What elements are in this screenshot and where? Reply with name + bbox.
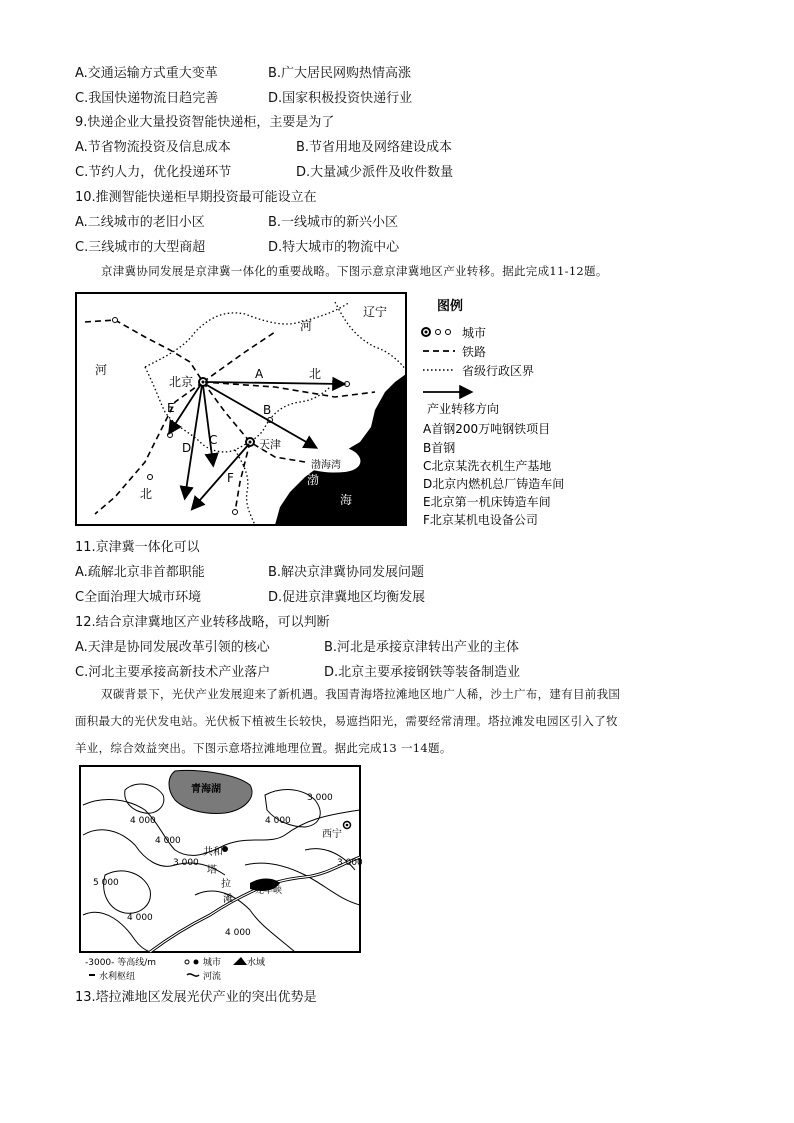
label-tala-3: 滩	[223, 894, 233, 905]
legend-river-icon	[187, 974, 199, 976]
q8-option-b: B.广大居民网购热情高涨	[268, 66, 412, 81]
q10-option-d: D.特大城市的物流中心	[268, 240, 400, 255]
legend-item-f: F北京某机电设备公司	[423, 513, 538, 527]
intro-11-12	[75, 258, 725, 285]
label-tala-1: 塔	[207, 865, 217, 876]
legend-hydro: 水利枢纽	[99, 972, 136, 982]
label-d: D	[182, 441, 192, 455]
label-beijing: 北京	[169, 375, 194, 389]
label-c: C	[209, 433, 218, 447]
label-contour-5000: 5 000	[93, 878, 119, 888]
q10-option-c: C.三线城市的大型商超	[75, 240, 206, 255]
label-contour-3000-b: 3 000	[173, 858, 199, 868]
q10-option-a: A.二线城市的老旧小区	[75, 215, 205, 230]
label-hai: 海	[340, 493, 353, 507]
legend-reservoir-icon	[233, 957, 247, 965]
label-tala-2: 拉	[221, 879, 231, 890]
label-bei-bottom: 北	[140, 487, 153, 501]
intro-13-14-line-3: 羊业，综合效益突出。下图示意塔拉滩地理位置。据此完成13 一14题。	[75, 741, 452, 755]
q11-stem: 11.京津冀一体化可以	[75, 540, 200, 555]
label-contour-4000-c: 4 000	[155, 836, 181, 846]
city-icon	[168, 433, 173, 438]
q12-option-d: D.北京主要承接钢铁等装备制造业	[324, 665, 521, 680]
legend-item-e: E北京第一机床铸造车间	[423, 495, 551, 509]
label-he-top: 河	[300, 319, 313, 333]
q9-option-d: D.大量减少派件及收件数量	[296, 165, 454, 180]
q8-option-c: C.我国快递物流日趋完善	[75, 91, 219, 106]
legend-direction: 产业转移方向	[427, 402, 500, 416]
city-icon	[345, 382, 350, 387]
map1-legend	[422, 298, 564, 527]
q12-option-b: B.河北是承接京津转出产业的主体	[324, 640, 520, 655]
legend-item-b: B首钢	[423, 441, 456, 455]
label-qinghai-lake: 青海湖	[191, 784, 221, 795]
q9-option-a: A.节省物流投资及信息成本	[75, 140, 231, 155]
intro-13-14	[75, 681, 725, 762]
talatan-map	[75, 765, 365, 987]
label-bohai-bay: 渤海湾	[311, 460, 341, 471]
label-he-left: 河	[95, 363, 108, 377]
legend-city: 城市	[203, 958, 222, 968]
q10-option-b: B.一线城市的新兴小区	[268, 215, 399, 230]
label-contour-4000-b: 4 000	[265, 816, 291, 826]
label-bohai: 渤	[307, 473, 320, 487]
label-f: F	[227, 471, 234, 485]
q9-stem: 9.快递企业大量投资智能快递柜，主要是为了	[75, 115, 335, 130]
jingjinji-map	[75, 292, 605, 528]
beijing-city-dot	[202, 381, 205, 384]
label-bei-right: 北	[309, 367, 322, 381]
q11-option-d: D.促进京津冀地区均衡发展	[268, 590, 426, 605]
label-contour-4000-e: 4 000	[225, 928, 251, 938]
legend-city-icon	[194, 960, 199, 965]
intro-11-12-text: 京津冀协同发展是京津冀一体化的重要战略。下图示意京津冀地区产业转移。据此完成11-12题。	[101, 264, 608, 278]
q12-option-a: A.天津是协同发展改革引领的核心	[75, 640, 270, 655]
q10-stem: 10.推测智能快递柜早期投资最可能设立在	[75, 190, 317, 205]
legend-title: 图例	[437, 299, 464, 314]
legend-item-d: D北京内燃机总厂铸造车间	[423, 477, 565, 491]
legend-reservoir: 水域	[247, 958, 266, 968]
q12-stem: 12.结合京津冀地区产业转移战略，可以判断	[75, 615, 330, 630]
q13-stem: 13.塔拉滩地区发展光伏产业的突出优势是	[75, 990, 317, 1005]
label-gonghe: 共和	[203, 847, 223, 858]
legend-item-c: C北京某洗衣机生产基地	[423, 459, 552, 473]
intro-13-14-line-1: 双碳背景下，光伏产业发展迎来了新机遇。我国青海塔拉滩地区地广人稀，沙土广布，建有目前我国	[101, 687, 621, 701]
city-icon	[148, 475, 153, 480]
city-icon	[233, 510, 238, 515]
label-contour-4000-a: 4 000	[130, 816, 156, 826]
label-tianjin: 天津	[259, 438, 281, 451]
q9-option-b: B.节省用地及网络建设成本	[296, 140, 453, 155]
legend-river: 河流	[203, 972, 222, 982]
legend-item-a: A首钢200万吨钢铁项目	[423, 422, 551, 436]
label-contour-3000-c: 3 000	[337, 858, 363, 868]
label-e: E	[167, 401, 175, 415]
legend-city: 城市	[462, 326, 487, 340]
q11-option-b: B.解决京津冀协同发展问题	[268, 565, 425, 580]
city-icon	[113, 318, 118, 323]
intro-13-14-line-2: 面积最大的光伏发电站。光伏板下植被生长较快，易遮挡阳光，需要经常清理。塔拉滩发电园区引入了牧	[75, 714, 618, 728]
q8-option-a: A.交通运输方式重大变革	[75, 66, 218, 81]
legend-railway: 铁路	[462, 345, 487, 359]
legend-contour: -3000- 等高线/m	[85, 958, 157, 968]
label-contour-4000-d: 4 000	[127, 913, 153, 923]
q11-option-a: A.疏解北京非首都职能	[75, 565, 205, 580]
q9-option-c: C.节约人力，优化投递环节	[75, 165, 232, 180]
label-contour-3000-a: 3 000	[307, 793, 333, 803]
label-liaoning: 辽宁	[363, 305, 388, 319]
legend-boundary: 省级行政区界	[462, 364, 535, 378]
label-a: A	[255, 367, 264, 381]
label-xining: 西宁	[322, 829, 342, 840]
label-longyangxia: 龙羊峡	[255, 886, 283, 896]
q8-option-d: D.国家积极投资快递行业	[268, 91, 413, 106]
q11-option-c: C全面治理大城市环境	[75, 590, 202, 605]
label-b: B	[263, 403, 272, 417]
tianjin-city-dot	[249, 441, 252, 444]
q12-option-c: C.河北主要承接高新技术产业落户	[75, 665, 271, 680]
map2-legend	[85, 956, 265, 982]
